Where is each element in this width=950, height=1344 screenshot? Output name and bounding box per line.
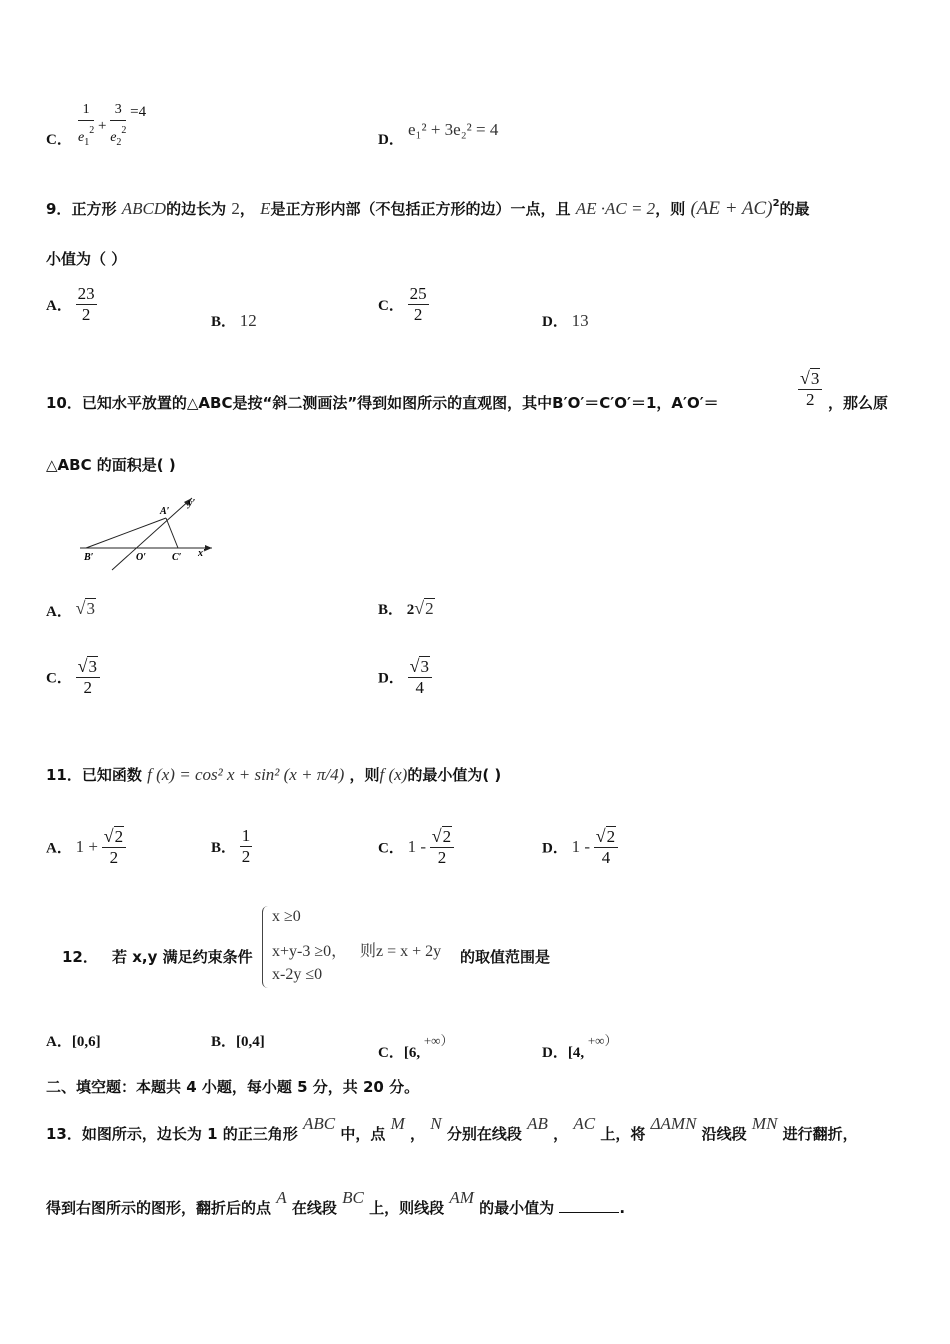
- q11-option-d[interactable]: D． 1 - $\frac{√2}{4}$: [542, 826, 618, 868]
- q12-option-d[interactable]: D．[4, +∞）: [542, 1033, 618, 1061]
- q9-stem-line2: 小值为（ ）: [46, 250, 127, 268]
- q10-option-d[interactable]: D． $\frac{√3}{4}$: [378, 656, 432, 698]
- q8-option-c-expr: $\frac{1}{e_1^2}$ + $\frac{3}{e_2^2}$ =4: [78, 102, 147, 148]
- label-b: B′: [84, 552, 94, 563]
- q10-ao-value: $\frac{√3}{2}$: [798, 368, 822, 410]
- q9-option-c[interactable]: C． $\frac{25}{2}$: [378, 284, 427, 324]
- q12-text: 若 x,y 满足约束条件: [112, 948, 253, 966]
- q8-option-d: D．: [378, 132, 404, 148]
- q9-stem-line1: 9．正方形 ABCD的边长为 2， E是正方形内部（不包括正方形的边）一点，且 AE ·AC = 2，则 (AE + AC)$^2$的最: [46, 198, 810, 219]
- q8-option-d-expr: e₁² + 3e₂² = 4: [408, 120, 499, 139]
- q12-constraint-3: x-2y ≤0: [272, 966, 323, 983]
- label-c: C′: [172, 552, 182, 563]
- q11-option-c[interactable]: C． 1 - $\frac{√2}{2}$: [378, 826, 454, 868]
- q10-option-a[interactable]: A． √3: [46, 598, 95, 621]
- q12-constraint-1: x ≥0: [272, 908, 301, 925]
- q10-stem-line1: 10．已知水平放置的△ABC是按“斜二测画法”得到如图所示的直观图，其中B′O′＝C′O′＝1，A′O′＝: [46, 394, 719, 412]
- q12-number: 12．: [62, 948, 98, 966]
- q9-option-d[interactable]: D． 13: [542, 311, 589, 330]
- q10-stem-line2: △ABC 的面积是( ): [46, 456, 176, 474]
- label-y: y′: [188, 498, 196, 509]
- x-axis-arrow: [205, 545, 212, 551]
- q10-stem-tail: ，那么原: [828, 394, 889, 412]
- section-2-heading: 二、填空题：本题共 4 小题，每小题 5 分，共 20 分。: [46, 1078, 420, 1096]
- answer-blank[interactable]: [559, 1212, 619, 1213]
- q13-stem-line1: 13．如图所示，边长为 1 的正三角形 ABC 中，点 M ， N 分别在线段 AB ， AC 上，将 ΔAMN 沿线段 MN 进行翻折，: [46, 1114, 858, 1143]
- q8-option-c: C．: [46, 132, 72, 148]
- label-x: x′: [198, 548, 206, 559]
- q11-option-b[interactable]: B． $\frac{1}{2}$: [211, 826, 251, 866]
- segment-ba: [86, 518, 166, 548]
- q12-text-tail: 的取值范围是: [460, 948, 551, 966]
- q11-option-a[interactable]: A． 1 + $\frac{√2}{2}$: [46, 826, 126, 868]
- q12-option-b[interactable]: B．[0,4]: [211, 1034, 265, 1050]
- label-a: A′: [160, 506, 170, 517]
- q12-option-a[interactable]: A．[0,6]: [46, 1034, 101, 1050]
- q10-option-b[interactable]: B． 2√2: [378, 598, 434, 618]
- q11-stem: 11．已知函数 f (x) = cos² x + sin² (x + π/4) ，则f (x)的最小值为( ): [46, 765, 502, 784]
- q12-objective: 则z = x + 2y: [360, 943, 442, 960]
- q9-option-b[interactable]: B． 12: [211, 311, 257, 330]
- q9-option-a[interactable]: A． $\frac{23}{2}$: [46, 284, 95, 324]
- q10-oblique-figure: [74, 494, 214, 574]
- q13-stem-line2: 得到右图所示的图形，翻折后的点 A 在线段 BC 上，则线段 AM 的最小值为 .: [46, 1188, 626, 1217]
- q12-brace: [262, 906, 271, 988]
- q12-option-c[interactable]: C．[6, +∞）: [378, 1033, 454, 1061]
- q12-constraint-2: x+y-3 ≥0，: [272, 943, 348, 960]
- label-o: O′: [136, 552, 147, 563]
- q10-option-c[interactable]: C． $\frac{√3}{2}$: [46, 656, 100, 698]
- segment-ac: [166, 518, 178, 548]
